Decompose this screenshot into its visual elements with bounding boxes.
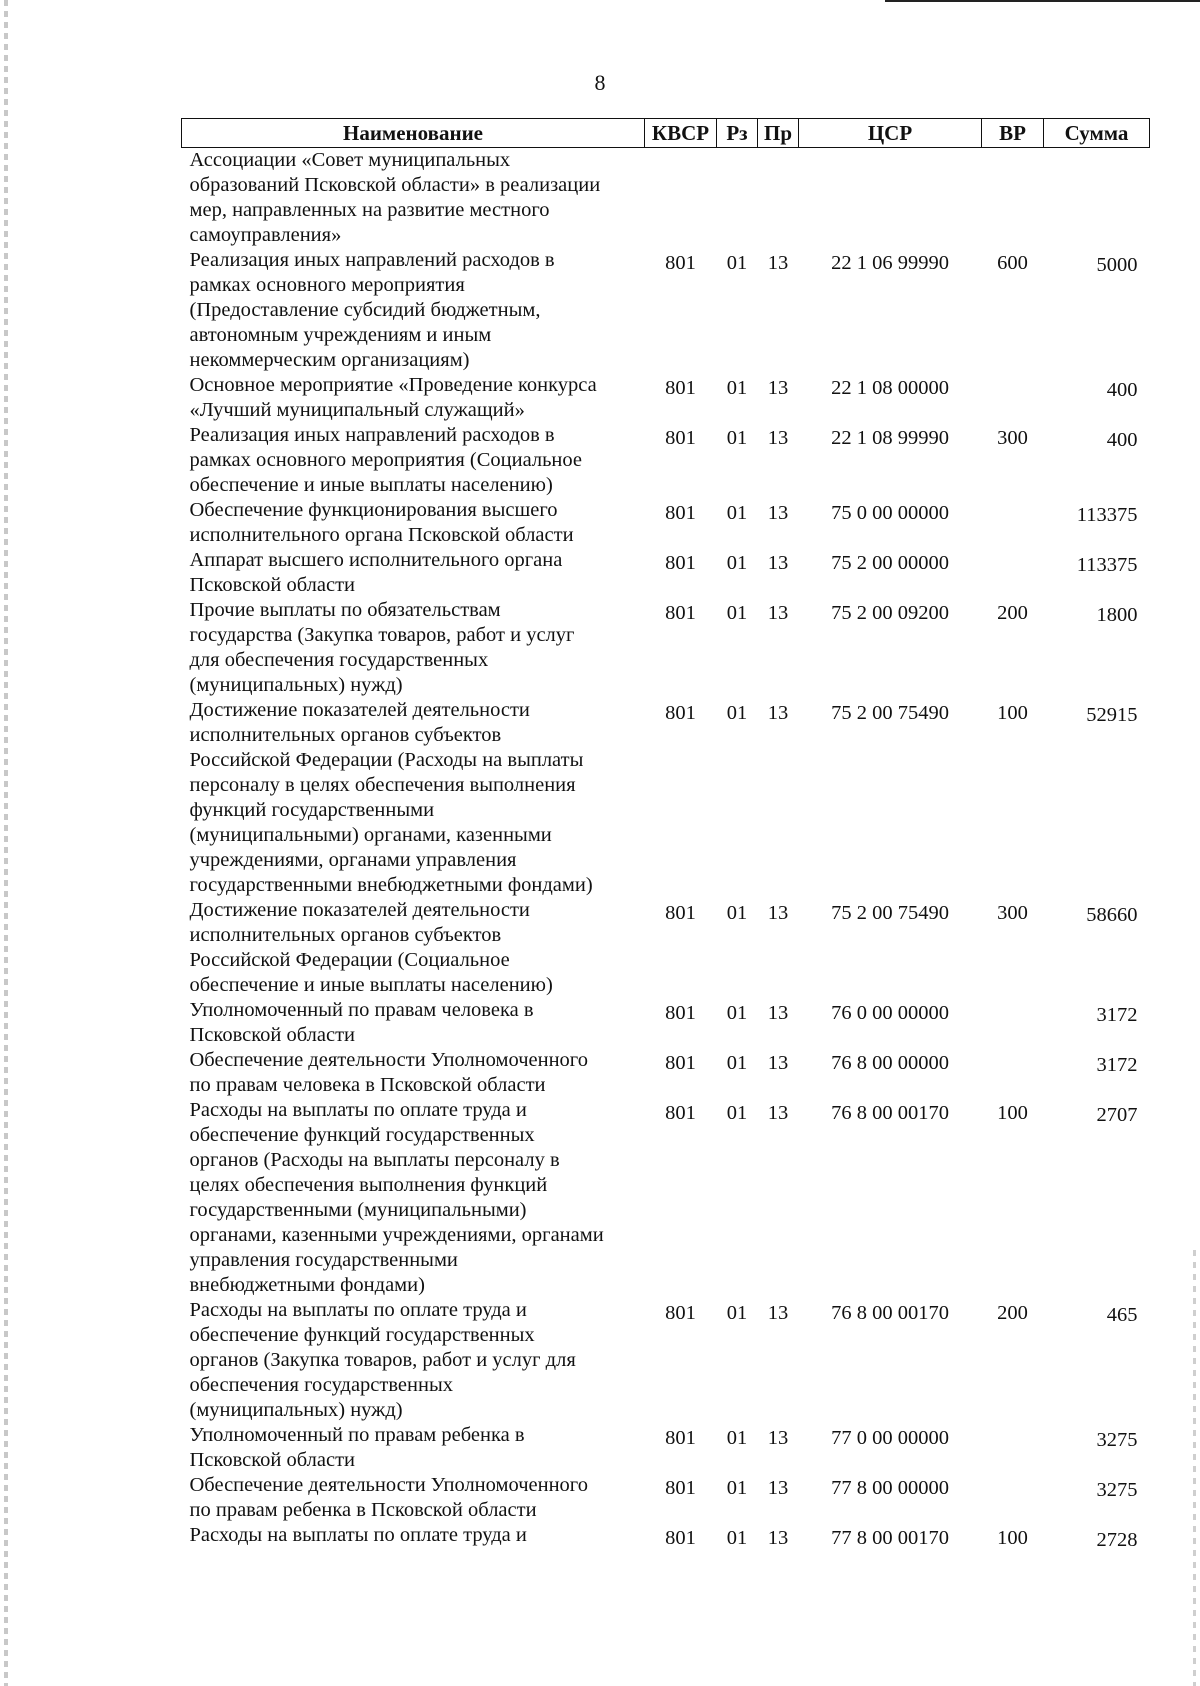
row-pr: 13 [767, 1052, 789, 1074]
row-vr: 100 [997, 1527, 1028, 1549]
row-name-line: учреждениями, органами управления [189, 849, 517, 871]
table-row [182, 598, 1150, 698]
row-pr: 13 [767, 502, 789, 524]
row-name-line: органами, казенными учреждениями, органами [189, 1224, 604, 1246]
table-row [182, 1298, 1150, 1423]
row-name-line: Расходы на выплаты по оплате труда и [189, 1524, 527, 1546]
row-name-line: управления государственными [189, 1249, 458, 1271]
row-vr [982, 148, 1044, 249]
row-name-line: Реализация иных направлений расходов в [189, 249, 555, 271]
row-csr [799, 148, 982, 249]
row-name-line: автономным учреждениям и иным [189, 324, 492, 346]
row-name-line: некоммерческим организациям) [189, 349, 470, 371]
row-name [182, 373, 645, 423]
row-name-line: исполнительных органов субъектов [189, 924, 502, 946]
row-name-line: Аппарат высшего исполнительного органа [189, 549, 563, 571]
row-kvsr: 801 [665, 1102, 696, 1124]
row-vr: 100 [997, 1102, 1028, 1124]
row-pr: 13 [767, 1102, 789, 1124]
row-name-line: исполнительного органа Псковской области [189, 524, 574, 546]
row-kvsr: 801 [665, 252, 696, 274]
row-sum: 5000 [1096, 254, 1138, 276]
row-vr: 200 [997, 1302, 1028, 1324]
table-row [182, 1423, 1150, 1473]
scan-edge-right [1193, 1250, 1196, 1686]
row-sum [1044, 148, 1150, 249]
row-rz: 01 [726, 427, 748, 449]
row-name [182, 148, 645, 249]
row-sum: 400 [1106, 379, 1138, 401]
page-number: 8 [594, 70, 606, 95]
row-name [182, 423, 645, 498]
row-vr [982, 373, 1044, 423]
row-csr: 76 8 00 00000 [831, 1052, 949, 1074]
row-name-line: Ассоциации «Совет муниципальных [189, 149, 511, 171]
table-row [182, 898, 1150, 998]
row-vr [982, 1048, 1044, 1098]
row-name-line: Псковской области [189, 574, 356, 596]
row-pr: 13 [767, 1427, 789, 1449]
row-name-line: Псковской области [189, 1449, 356, 1471]
row-sum: 3172 [1096, 1054, 1138, 1076]
row-name [182, 998, 645, 1048]
row-name-line: мер, направленных на развитие местного [189, 199, 550, 221]
row-name-line: (муниципальных) нужд) [189, 1399, 403, 1421]
row-rz: 01 [726, 902, 748, 924]
table-row [182, 1523, 1150, 1553]
row-pr: 13 [767, 702, 789, 724]
row-rz: 01 [726, 502, 748, 524]
header-pr: Пр [758, 119, 799, 148]
row-name-line: обеспечение функций государственных [189, 1124, 535, 1146]
row-rz: 01 [726, 252, 748, 274]
row-sum: 3275 [1096, 1479, 1138, 1501]
row-vr [982, 548, 1044, 598]
header-rz: Рз [717, 119, 758, 148]
row-kvsr [645, 148, 717, 249]
row-name-line: Основное мероприятие «Проведение конкурса [189, 374, 597, 396]
row-csr: 77 8 00 00000 [831, 1477, 949, 1499]
row-kvsr: 801 [665, 702, 696, 724]
row-kvsr: 801 [665, 902, 696, 924]
row-name-line: Достижение показателей деятельности [189, 899, 530, 921]
row-name [182, 548, 645, 598]
row-name-line: Уполномоченный по правам ребенка в [189, 1424, 525, 1446]
row-name-line: Псковской области [189, 1024, 356, 1046]
row-name-line: Прочие выплаты по обязательствам [189, 599, 501, 621]
row-csr: 22 1 08 00000 [831, 377, 949, 399]
row-pr: 13 [767, 1002, 789, 1024]
row-vr [982, 1423, 1044, 1473]
row-rz: 01 [726, 702, 748, 724]
header-vr: ВР [982, 119, 1044, 148]
row-name-line: Достижение показателей деятельности [189, 699, 530, 721]
row-sum: 113375 [1076, 504, 1138, 526]
row-vr: 300 [997, 902, 1028, 924]
row-sum: 58660 [1086, 904, 1138, 926]
row-sum: 465 [1106, 1304, 1138, 1326]
row-csr: 75 2 00 75490 [831, 702, 949, 724]
row-name-line: органов (Расходы на выплаты персоналу в [189, 1149, 560, 1171]
row-name-line: государственными внебюджетными фондами) [189, 874, 593, 896]
row-name-line: (муниципальных) нужд) [189, 674, 403, 696]
table-row [182, 698, 1150, 898]
row-pr: 13 [767, 1527, 789, 1549]
row-pr: 13 [767, 252, 789, 274]
row-csr: 77 0 00 00000 [831, 1427, 949, 1449]
row-csr: 76 8 00 00170 [831, 1302, 949, 1324]
row-sum: 2707 [1096, 1104, 1138, 1126]
row-csr: 76 0 00 00000 [831, 1002, 949, 1024]
row-csr: 76 8 00 00170 [831, 1102, 949, 1124]
row-csr: 22 1 06 99990 [831, 252, 949, 274]
row-vr [982, 498, 1044, 548]
row-name-line: обеспечение и иные выплаты населению) [189, 474, 553, 496]
row-name-line: Уполномоченный по правам человека в [189, 999, 534, 1021]
scan-edge-left [4, 0, 8, 1686]
row-kvsr: 801 [665, 1427, 696, 1449]
row-name-line: обеспечение функций государственных [189, 1324, 535, 1346]
table-row [182, 423, 1150, 498]
row-name-line: органов (Закупка товаров, работ и услуг для [189, 1349, 576, 1371]
row-sum: 400 [1106, 429, 1138, 451]
row-name [182, 498, 645, 548]
row-csr: 75 2 00 00000 [831, 552, 949, 574]
row-name-line: государства (Закупка товаров, работ и услуг [189, 624, 575, 646]
row-vr: 600 [997, 252, 1028, 274]
row-name-line: Обеспечение функционирования высшего [189, 499, 558, 521]
row-sum: 3275 [1096, 1429, 1138, 1451]
row-name-line: «Лучший муниципальный служащий» [189, 399, 525, 421]
row-kvsr: 801 [665, 552, 696, 574]
row-sum: 1800 [1096, 604, 1138, 626]
table-row [182, 373, 1150, 423]
row-name [182, 598, 645, 698]
table-row [182, 1473, 1150, 1523]
row-name-line: рамках основного мероприятия [189, 274, 465, 296]
row-pr: 13 [767, 1477, 789, 1499]
row-name-line: Расходы на выплаты по оплате труда и [189, 1299, 527, 1321]
row-name-line: функций государственными [189, 799, 435, 821]
row-name [182, 1298, 645, 1423]
row-vr [982, 998, 1044, 1048]
row-rz: 01 [726, 1002, 748, 1024]
row-name-line: Российской Федерации (Социальное [189, 949, 510, 971]
header-sum: Сумма [1044, 119, 1150, 148]
row-name [182, 1523, 645, 1553]
row-name [182, 1048, 645, 1098]
row-csr: 75 2 00 09200 [831, 602, 949, 624]
row-name-line: рамках основного мероприятия (Социальное [189, 449, 582, 471]
row-name [182, 1098, 645, 1298]
table-row [182, 1098, 1150, 1298]
row-pr: 13 [767, 377, 789, 399]
table-body [182, 148, 1150, 1554]
row-name-line: (Предоставление субсидий бюджетным, [189, 299, 541, 321]
table-row [182, 1048, 1150, 1098]
row-name-line: (муниципальными) органами, казенными [189, 824, 552, 846]
row-kvsr: 801 [665, 602, 696, 624]
row-sum: 3172 [1096, 1004, 1138, 1026]
row-csr: 22 1 08 99990 [831, 427, 949, 449]
row-kvsr: 801 [665, 1302, 696, 1324]
row-name-line: исполнительных органов субъектов [189, 724, 502, 746]
row-name-line: Реализация иных направлений расходов в [189, 424, 555, 446]
row-name [182, 698, 645, 898]
row-pr [758, 148, 799, 249]
row-sum: 52915 [1086, 704, 1138, 726]
row-name-line: персоналу в целях обеспечения выполнения [189, 774, 576, 796]
row-name-line: по правам человека в Псковской области [189, 1074, 546, 1096]
row-vr: 200 [997, 602, 1028, 624]
row-pr: 13 [767, 902, 789, 924]
row-sum: 2728 [1096, 1529, 1138, 1551]
row-rz: 01 [726, 1052, 748, 1074]
row-name-line: для обеспечения государственных [189, 649, 489, 671]
table-row [182, 498, 1150, 548]
header-name: Наименование [182, 119, 645, 148]
row-rz: 01 [726, 1302, 748, 1324]
row-csr: 75 0 00 00000 [831, 502, 949, 524]
row-name-line: Российской Федерации (Расходы на выплаты [189, 749, 584, 771]
row-name-line: Обеспечение деятельности Уполномоченного [189, 1049, 588, 1071]
row-name-line: целях обеспечения выполнения функций [189, 1174, 548, 1196]
row-name-line: Обеспечение деятельности Уполномоченного [189, 1474, 588, 1496]
table-row [182, 998, 1150, 1048]
row-name-line: обеспечение и иные выплаты населению) [189, 974, 553, 996]
row-kvsr: 801 [665, 377, 696, 399]
row-csr: 75 2 00 75490 [831, 902, 949, 924]
row-rz [717, 148, 758, 249]
row-pr: 13 [767, 427, 789, 449]
row-name-line: обеспечения государственных [189, 1374, 453, 1396]
row-pr: 13 [767, 552, 789, 574]
top-rule [885, 0, 1200, 2]
row-name-line: образований Псковской области» в реализации [189, 174, 601, 196]
row-rz: 01 [726, 552, 748, 574]
row-rz: 01 [726, 377, 748, 399]
table-header-row [182, 119, 1150, 148]
row-rz: 01 [726, 1527, 748, 1549]
row-rz: 01 [726, 1427, 748, 1449]
row-name-line: Расходы на выплаты по оплате труда и [189, 1099, 527, 1121]
row-name-line: государственными (муниципальными) [189, 1199, 527, 1221]
row-pr: 13 [767, 1302, 789, 1324]
row-csr: 77 8 00 00170 [831, 1527, 949, 1549]
row-vr [982, 1473, 1044, 1523]
budget-table [181, 118, 1150, 1553]
row-rz: 01 [726, 602, 748, 624]
row-rz: 01 [726, 1102, 748, 1124]
row-name [182, 1423, 645, 1473]
row-kvsr: 801 [665, 1052, 696, 1074]
row-kvsr: 801 [665, 502, 696, 524]
row-vr: 300 [997, 427, 1028, 449]
row-name [182, 1473, 645, 1523]
row-vr: 100 [997, 702, 1028, 724]
row-name [182, 248, 645, 373]
row-name-line: по правам ребенка в Псковской области [189, 1499, 537, 1521]
row-name-line: самоуправления» [189, 224, 342, 246]
table-row [182, 148, 1150, 249]
row-kvsr: 801 [665, 1477, 696, 1499]
row-name [182, 898, 645, 998]
row-sum: 113375 [1076, 554, 1138, 576]
row-pr: 13 [767, 602, 789, 624]
row-kvsr: 801 [665, 427, 696, 449]
header-kvsr: КВСР [645, 119, 717, 148]
row-name-line: внебюджетными фондами) [189, 1274, 425, 1296]
header-csr: ЦСР [799, 119, 982, 148]
table-row [182, 248, 1150, 373]
table-row [182, 548, 1150, 598]
row-rz: 01 [726, 1477, 748, 1499]
row-kvsr: 801 [665, 1527, 696, 1549]
row-kvsr: 801 [665, 1002, 696, 1024]
